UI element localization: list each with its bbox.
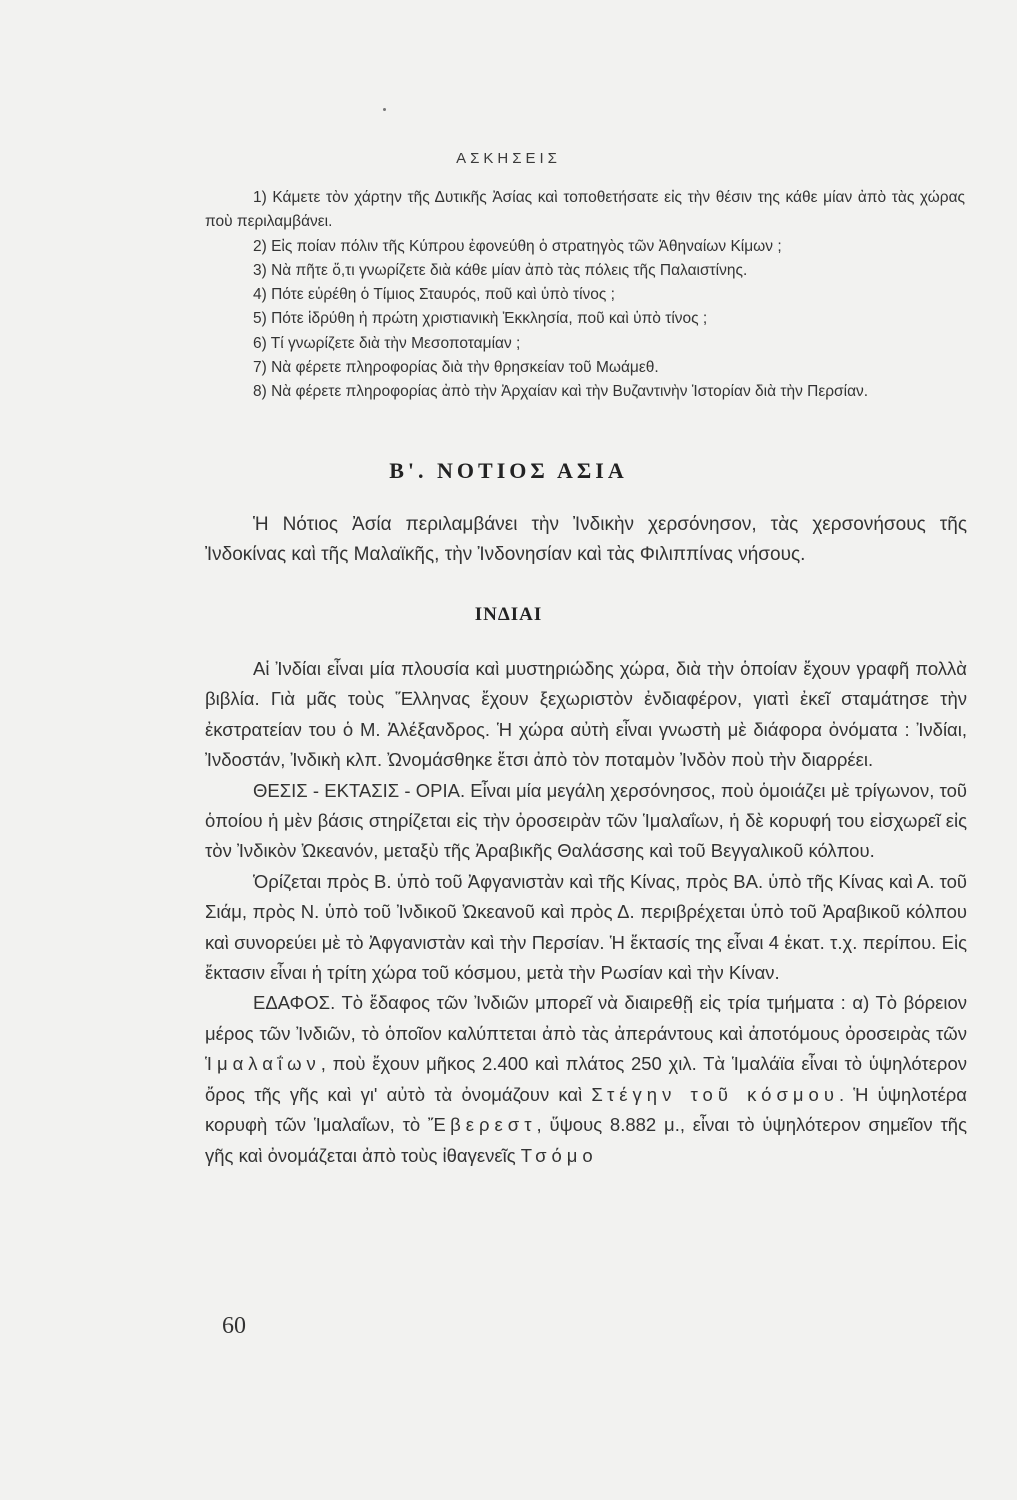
exercise-item: 4) Πότε εὑρέθη ὁ Τίμιος Σταυρός, ποῦ καὶ ὑπὸ τίνος ;: [253, 286, 615, 304]
position-text: Εἶναι μία μεγάλη χερσόνησος, ποὺ ὁμοιάζει μὲ τρίγωνον, τοῦ ὁποίου ἡ μὲν βάσις στηρίζεται εἰς τὴν ὀροσειρὰν τῶν Ἱμαλαΐων, ἡ δὲ κορυφή του εἰσχωρεῖ εἰς τὸν Ἰνδικὸν Ὠκεανόν, μεταξὺ τῆς Ἀραβικῆς Θαλάσσης καὶ τοῦ Βεγγαλικοῦ κόλπου.: [205, 779, 967, 862]
exercise-item: 1) Κάμετε τὸν χάρτην τῆς Δυτικῆς Ἀσίας καὶ τοποθετήσατε εἰς τὴν θέσιν της κάθε μίαν ἀπὸ τὰς χώρας ποὺ περιλαμβάνει.: [205, 189, 965, 231]
position-lead: ΘΕΣΙΣ - ΕΚΤΑΣΙΣ - ΟΡΙΑ.: [253, 779, 466, 801]
exercise-item: 8) Νὰ φέρετε πληροφορίας ἀπὸ τὴν Ἀρχαίαν καὶ τὴν Βυζαντινὴν Ἱστορίαν διὰ τὴν Περσίαν.: [253, 383, 869, 401]
exercise-item: 7) Νὰ φέρετε πληροφορίας διὰ τὴν θρησκείαν τοῦ Μωάμεθ.: [253, 359, 659, 377]
page-number: 60: [222, 1313, 246, 1339]
section-heading: Β'. ΝΟΤΙΟΣ ΑΣΙΑ: [389, 458, 628, 483]
exercises-list: [205, 186, 965, 405]
terrain-text: , ὕψους 8.882 μ., εἶναι τὸ ὑψηλότερον σημεῖον τῆς γῆς καὶ ὀνομάζεται ἀπὸ τοὺς ἰθαγενεῖς: [205, 1114, 967, 1166]
spaced-term: Στέγην τοῦ κόσμου: [591, 1083, 839, 1105]
spaced-term: Τσόμο: [520, 1144, 598, 1166]
speck: [383, 108, 386, 111]
paragraph-intro: Αἱ Ἰνδίαι εἶναι μία πλουσία καὶ μυστηριώδης χώρα, διὰ τὴν ὁποίαν ἔχουν γραφῆ πολλὰ βιβλία. Γιὰ μᾶς τοὺς Ἕλληνας ἔχουν ξεχωριστὸν ἐνδιαφέρον, γιατὶ ἐκεῖ σταμάτησε τὴν ἐκστρατείαν του ὁ Μ. Ἀλέξανδρος. Ἡ χώρα αὐτὴ εἶναι γνωστὴ μὲ διάφορα ὀνόματα : Ἰνδίαι, Ἰνδοστάν, Ἰνδικὴ κλπ. Ὠνομάσθηκε ἔτσι ἀπὸ τὸν ποταμὸν Ἰνδὸν ποὺ τὴν διαρρέει.: [205, 658, 967, 771]
spaced-term: Ἱμαλαΐων: [205, 1053, 321, 1075]
paragraph-position: [205, 776, 967, 867]
terrain-text: , ποὺ ἔχουν μῆκος 2.400 καὶ πλάτος 250 χιλ. Τὰ Ἱμαλάϊα εἶναι τὸ ὑψηλότερον ὄρος τῆς γῆς καὶ γι' αὐτὸ τὰ ὀνομάζουν καὶ: [205, 1053, 967, 1105]
exercise-item: 6) Τί γνωρίζετε διὰ τὴν Μεσοποταμίαν ;: [253, 334, 521, 352]
terrain-text: Τὸ ἔδαφος τῶν Ἰνδιῶν μπορεῖ νὰ διαιρεθῇ εἰς τρία τμήματα : α) Τὸ βόρειον μέρος τῶν Ἰνδιῶν, τὸ ὁποῖον καλύπτεται ἀπὸ τὰς ἀπεράντους καὶ ἀποτόμους ὀροσειρὰς τῶν: [205, 992, 967, 1044]
spaced-term: Ἔβερεστ: [427, 1114, 537, 1136]
paragraph-terrain: [205, 988, 967, 1170]
terrain-text: . Ἡ ὑψηλοτέρα κορυφὴ τῶν Ἱμαλαΐων, τὸ: [205, 1083, 968, 1136]
exercises-heading: ΑΣΚΗΣΕΙΣ: [456, 150, 561, 167]
terrain-lead: ΕΔΑΦΟΣ.: [253, 992, 336, 1014]
paragraph-borders: Ὁρίζεται πρὸς Β. ὑπὸ τοῦ Ἀφγανιστὰν καὶ τῆς Κίνας, πρὸς ΒΑ. ὑπὸ τῆς Κίνας καὶ Α. τοῦ Σιάμ, πρὸς Ν. ὑπὸ τοῦ Ἰνδικοῦ Ὠκεανοῦ καὶ πρὸς Δ. περιβρέχεται ὑπὸ τοῦ Ἀραβικοῦ κόλπου καὶ συνορεύει μὲ τὸ Ἀφγανιστὰν καὶ τὴν Περσίαν. Ἡ ἔκτασίς της εἶναι 4 ἑκατ. τ.χ. περίπου. Εἰς ἔκτασιν εἶναι ἡ τρίτη χώρα τοῦ κόσμου, μετὰ τὴν Ρωσίαν καὶ τὴν Κίναν.: [205, 870, 967, 984]
section-intro: [205, 510, 967, 570]
india-heading: ΙΝΔΙΑΙ: [474, 604, 543, 625]
intro-paragraph: Ἡ Νότιος Ἀσία περιλαμβάνει τὴν Ἰνδικὴν χερσόνησον, τὰς χερσονήσους τῆς Ἰνδοκίνας καὶ τῆς Μαλαϊκῆς, τὴν Ἰνδονησίαν καὶ τὰς Φιλιππίνας νήσους.: [205, 514, 967, 565]
exercise-item: 3) Νὰ πῆτε ὅ,τι γνωρίζετε διὰ κάθε μίαν ἀπὸ τὰς πόλεις τῆς Παλαιστίνης.: [253, 261, 748, 279]
exercise-item: 2) Εἰς ποίαν πόλιν τῆς Κύπρου ἐφονεύθη ὁ στρατηγὸς τῶν Ἀθηναίων Κίμων ;: [253, 237, 782, 255]
exercise-item: 5) Πότε ἱδρύθη ἡ πρώτη χριστιανικὴ Ἐκκλησία, ποῦ καὶ ὑπὸ τίνος ;: [253, 310, 708, 328]
india-body: [205, 654, 967, 1171]
